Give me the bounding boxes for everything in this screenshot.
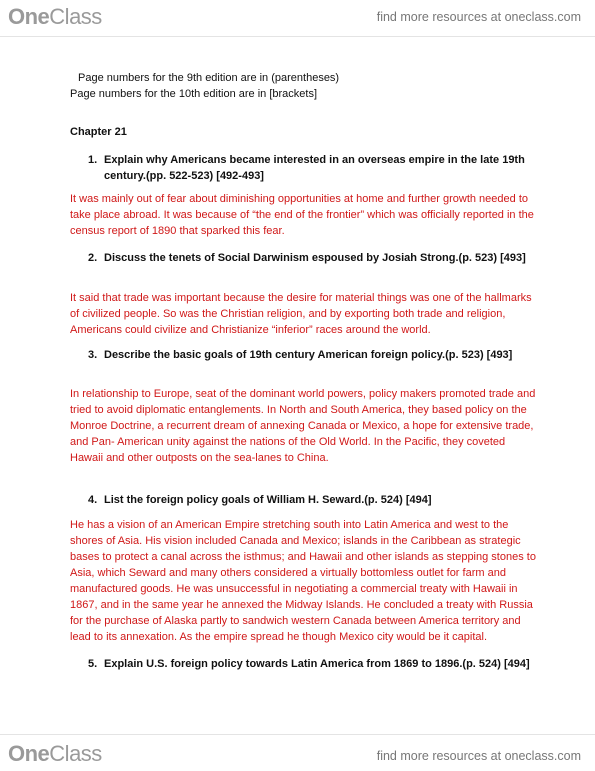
question-5 — [88, 656, 538, 672]
question-text: Explain U.S. foreign policy towards Latin America from 1869 to 1896.(p. 524) [494] — [104, 658, 530, 670]
resources-link[interactable]: find more resources at oneclass.com — [376, 10, 581, 24]
question-number: 2. — [88, 252, 98, 264]
answer-1: It was mainly out of fear about diminishing opportunities at home and further growth needed to take place abroad. It was because of “the end of the frontier” which was officially reported in the census report of 1890 that sparked this fear. — [70, 193, 534, 237]
question-2 — [88, 250, 538, 266]
question-text: List the foreign policy goals of William H. Seward.(p. 524) [494] — [104, 494, 432, 506]
question-number: 5. — [88, 658, 98, 670]
answer-4: He has a vision of an American Empire stretching south into Latin America and west to the shores of Asia. His vision included Canada and Mexico; islands in the Caribbean as strategic bases to protect a canal across the isthmus; and Hawaii and other islands as stepping stones to Asia, which Seward and many others considered a virtually bottomless outlet for farm and manufactured goods. He was unsuccessful in negotiating a commercial treaty with Hawaii in 1867, and in the same year he annexed the Midway Islands. He concluded a treaty with Russia for the purchase of Alaska partly to sandwich western Canada between America territory and lead to its annexation. As the empire spread he though Mexico city would be it capital. — [70, 519, 536, 643]
answer-2: It said that trade was important because the desire for material things was one of the hallmarks of civilized people. So was the Christian religion, and by exporting both trade and religion, Americans could civilize and Christianize “inferior” races around the world. — [70, 292, 532, 336]
question-number: 4. — [88, 494, 98, 506]
oneclass-logo[interactable] — [8, 4, 102, 30]
question-text: Explain why Americans became interested in an overseas empire in the late 19th century.(pp. 522-523) [492-493] — [104, 154, 525, 182]
question-3 — [88, 347, 538, 363]
edition-note-10th: Page numbers for the 10th edition are in [brackets] — [70, 88, 318, 100]
bottom-banner — [0, 734, 595, 771]
logo-text: Class — [49, 741, 102, 766]
answer-3: In relationship to Europe, seat of the dominant world powers, policy makers promoted trade and tried to avoid diplomatic entanglements. In North and South America, they based policy on the Monroe Doctrine, a recurrent dream of annexing Canada or Mexico, a hope for extensive trade, and Pan- American unity against the nations of the Old World. In the Pacific, they coveted Hawaii and other outposts on the sea-lanes to China. — [70, 388, 536, 464]
chapter-heading: Chapter 21 — [70, 126, 127, 138]
logo-mark: One — [8, 741, 50, 766]
resources-link-footer[interactable]: find more resources at oneclass.com — [376, 749, 581, 763]
question-1 — [88, 152, 538, 184]
question-number: 1. — [88, 154, 98, 166]
logo-mark: One — [8, 4, 50, 29]
top-banner — [0, 0, 595, 37]
question-text: Discuss the tenets of Social Darwinism espoused by Josiah Strong.(p. 523) [493] — [104, 252, 526, 264]
oneclass-logo-footer[interactable] — [8, 741, 102, 767]
edition-note-9th: Page numbers for the 9th edition are in (parentheses) — [78, 72, 340, 84]
question-text: Describe the basic goals of 19th century American foreign policy.(p. 523) [493] — [104, 349, 513, 361]
logo-text: Class — [49, 4, 102, 29]
question-number: 3. — [88, 349, 98, 361]
question-4 — [88, 492, 538, 508]
